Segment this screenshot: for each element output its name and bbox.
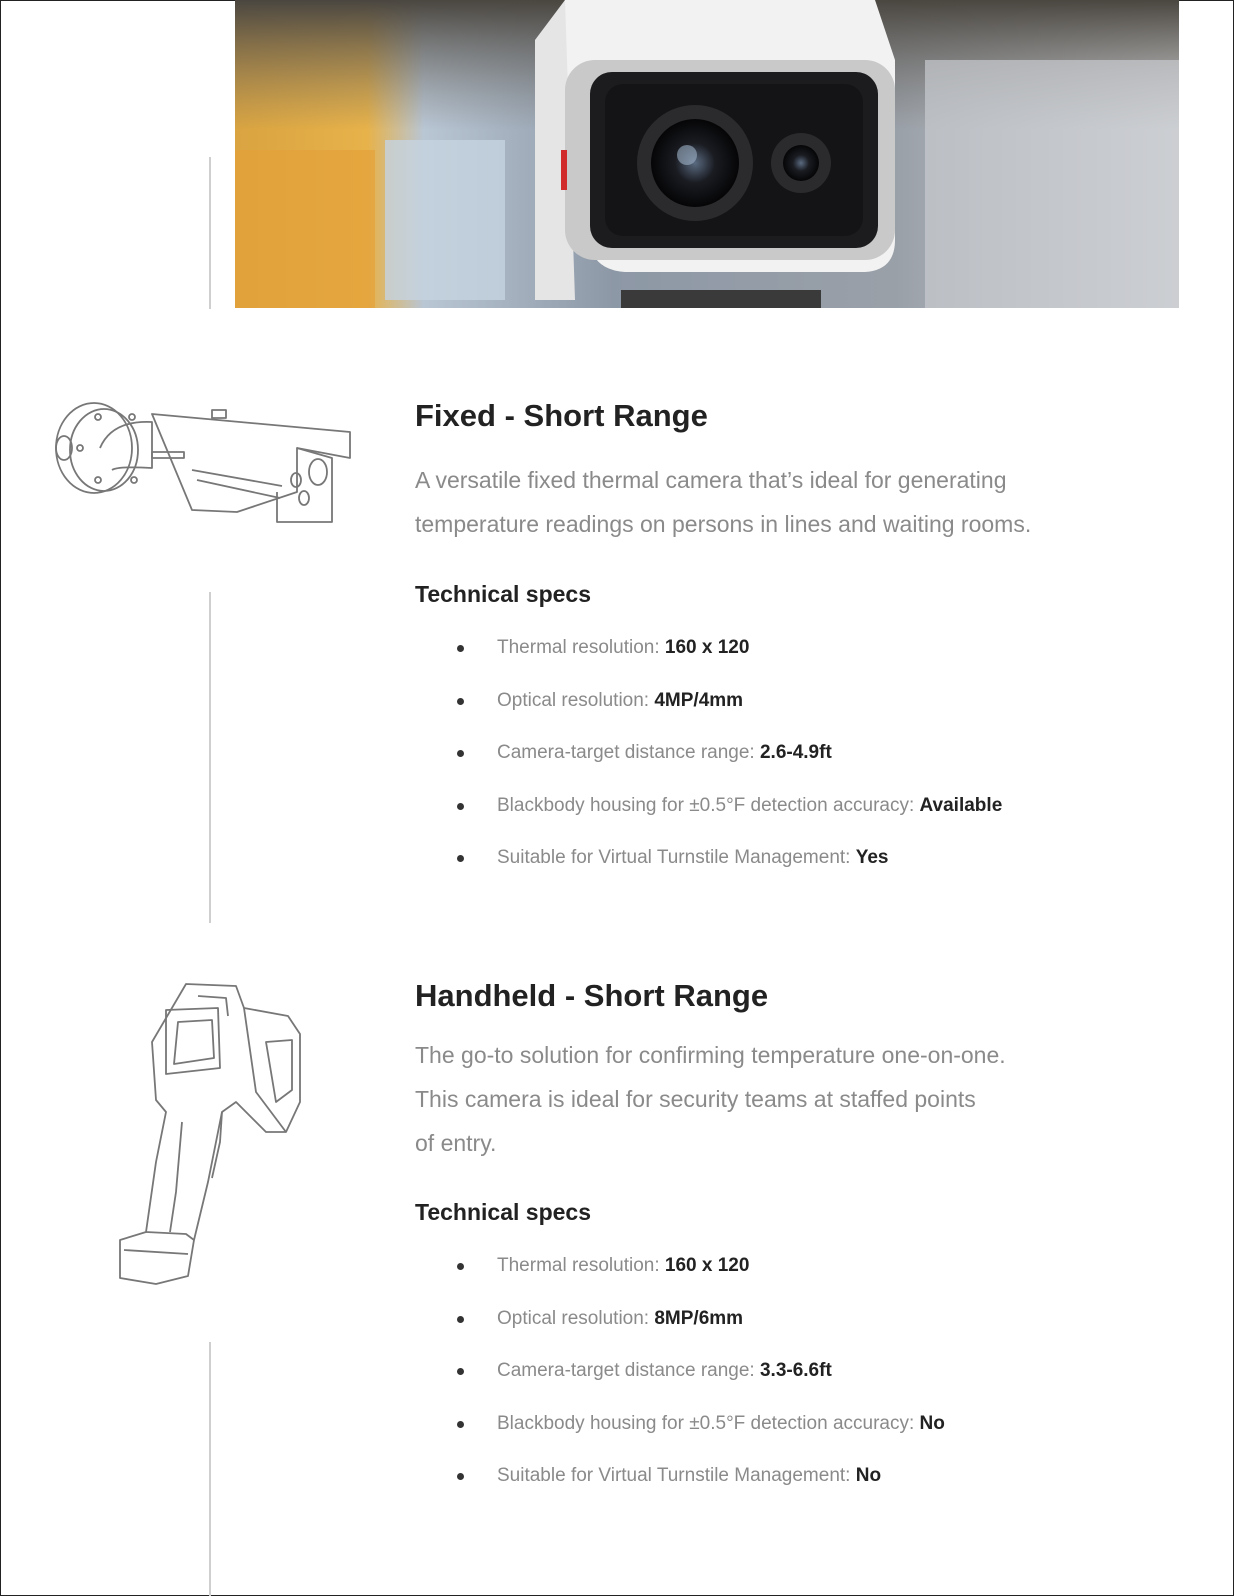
bullet-icon (457, 803, 464, 810)
divider-line (209, 592, 211, 923)
spec-item (415, 844, 1002, 897)
handheld-camera-icon (116, 982, 306, 1287)
specs-title-handheld: Technical specs (415, 1199, 591, 1225)
spec-value: 160 x 120 (664, 637, 750, 658)
spec-value: No (855, 1465, 882, 1486)
section-title-handheld: Handheld - Short Range (415, 978, 769, 1013)
bullet-icon (457, 750, 464, 757)
spec-item (415, 1410, 945, 1463)
bullet-icon (457, 645, 464, 652)
spec-label: Thermal resolution: (497, 1255, 665, 1276)
spec-value: 8MP/6mm (654, 1307, 744, 1329)
spec-value: Available (919, 794, 1003, 816)
specs-title-fixed: Technical specs (415, 581, 591, 607)
spec-label: Camera-target distance range: (497, 742, 760, 763)
spec-label: Suitable for Virtual Turnstile Management: (497, 847, 856, 868)
spec-label: Blackbody housing for ±0.5°F detection accuracy: (497, 794, 920, 816)
spec-item (415, 1462, 945, 1515)
thermal-camera-photo (235, 0, 1179, 308)
spec-list-handheld (415, 1252, 945, 1515)
divider-line (209, 1342, 211, 1596)
section-description-fixed (415, 458, 1105, 546)
spec-item (415, 634, 1002, 687)
bullet-icon (457, 698, 464, 705)
spec-label: Blackbody housing for ±0.5°F detection accuracy: (497, 1412, 920, 1434)
bullet-icon (457, 1421, 464, 1428)
bullet-icon (457, 1368, 464, 1375)
spec-label: Camera-target distance range: (497, 1360, 760, 1381)
spec-item (415, 687, 1002, 740)
bullet-camera-icon (52, 400, 362, 530)
spec-item (415, 1305, 945, 1358)
hero-photo (235, 0, 1179, 308)
spec-label: Optical resolution: (497, 1307, 655, 1329)
spec-item (415, 1357, 945, 1410)
spec-list-fixed (415, 634, 1002, 897)
spec-value: 3.3-6.6ft (759, 1360, 832, 1381)
spec-item (415, 792, 1002, 845)
bullet-icon (457, 855, 464, 862)
spec-value: No (919, 1412, 945, 1434)
spec-item (415, 739, 1002, 792)
spec-item (415, 1252, 945, 1305)
description-line: temperature readings on persons in lines and waiting rooms. (415, 511, 1032, 537)
bullet-icon (457, 1316, 464, 1323)
spec-label: Thermal resolution: (497, 637, 665, 658)
description-line: The go-to solution for confirming temperature one-on-one. (415, 1042, 1006, 1068)
spec-value: 2.6-4.9ft (759, 742, 832, 763)
section-title-fixed: Fixed - Short Range (415, 398, 708, 433)
spec-value: 160 x 120 (664, 1255, 750, 1276)
spec-label: Suitable for Virtual Turnstile Management: (497, 1465, 856, 1486)
spec-value: 4MP/4mm (654, 689, 744, 711)
divider-line (209, 157, 211, 309)
description-line: of entry. (415, 1130, 497, 1156)
bullet-icon (457, 1473, 464, 1480)
description-line: This camera is ideal for security teams at staffed points (415, 1086, 976, 1112)
description-line: A versatile fixed thermal camera that’s ideal for generating (415, 467, 1007, 493)
spec-value: Yes (855, 847, 889, 868)
section-description-handheld (415, 1033, 1105, 1165)
bullet-icon (457, 1263, 464, 1270)
spec-label: Optical resolution: (497, 689, 655, 711)
